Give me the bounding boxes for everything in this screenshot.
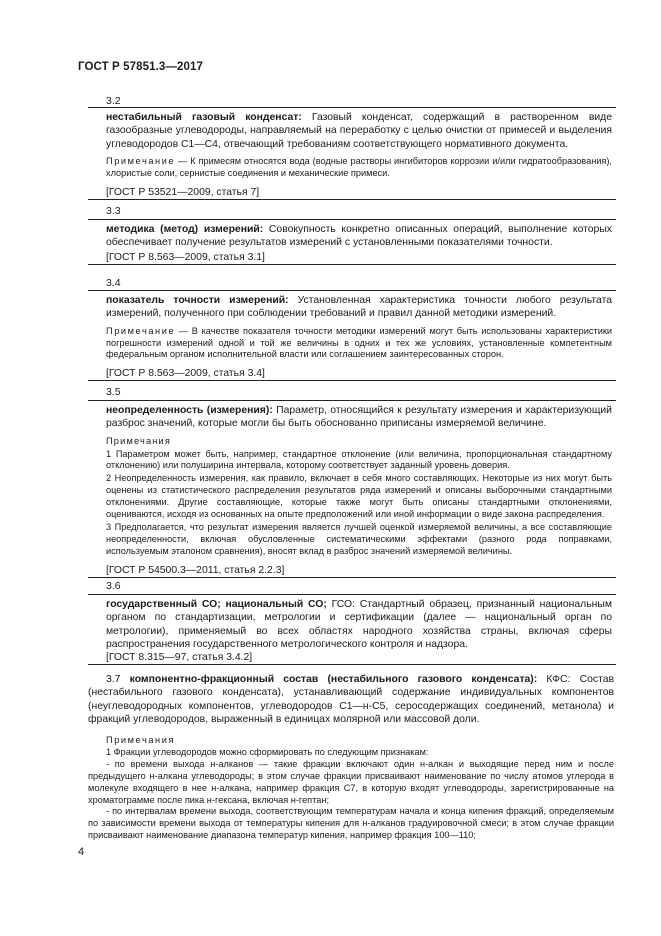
note-label: Примечание [106,155,176,166]
term-name: методика (метод) измерений: [106,224,264,235]
notes-title: Примечания [106,735,176,745]
term-reference: [ГОСТ Р 53521—2009, статья 7] [106,186,260,198]
term-text: ГСО: Стандартный образец, признанный национальным органом по стандартизации, метрологии и сертификации (далее — национальный орган по метрологии), применяемый во всех областях народного хозяйства страны, включая сферы распространения государственного метрологического контроля и надзора. [106,599,612,650]
term-reference: [ГОСТ 8.315—97, статья 3.4.2] [106,652,253,664]
document-header: ГОСТ Р 57851.3—2017 [78,61,203,73]
note-item-2: 2 Неопределенность измерения, как правило, включает в себя много составляющих. Некоторые из них могут быть оценены из статистического распределения результатов ряда измерений и описаны выборочными стандартными отклонениями. Другие составляющие, которые также могут быть описаны стандартными отклонениями, оцениваются, исходя из основанных на опыте предположений или иной информации о виде закона распределения. [106,473,612,520]
term-box-3-5 [88,400,616,578]
term-definition [106,598,612,651]
term-reference: [ГОСТ Р 8.563—2009, статья 3.4] [106,368,265,380]
term-box-3-6 [88,594,616,665]
term-name: нестабильный газовый конденсат: [106,112,302,123]
term-name: неопределенность (измерения): [106,405,273,416]
term-number-3-3: 3.3 [106,205,121,217]
term-number: 3.7 [106,674,121,685]
term-note [106,326,612,362]
note-label: Примечание [106,325,176,336]
term-3-7 [88,673,614,726]
term-name: государственный СО; национальный СО; [106,599,327,610]
note-text: — К примесям относятся вода (водные растворы ингибиторов коррозии и/или гидратообразования), хлористые соли, сернистые соединения и механические примеси. [106,155,612,178]
term-text: КФС: Состав (нестабильного газового конденсата), устанавливающий содержание индивидуальных компонентов (неуглеводородных компонентов, углеводородов С1—н-С5, серосодержащих соединений, метанола) и фракций углеводородов, выраженный в единицах молярной или массовой доли. [88,674,615,725]
term-definition [88,673,614,726]
term-name: компонентно-фракционный состав (нестабильного газового конденсата): [129,674,538,685]
term-text: Параметр, относящийся к результату измерения и характеризующий разброс значений, которые могли бы быть обоснованно приписаны измеряемой величине. [106,405,612,430]
term-reference: [ГОСТ Р 8.563—2009, статья 3.1] [106,251,265,263]
term-definition [106,294,612,321]
term-note [106,156,612,180]
term-box-3-3 [88,219,616,265]
term-number-3-2: 3.2 [106,95,121,107]
note-text: — В качестве показателя точности методики измерений могут быть использованы характеристики погрешности измерений одной и той же величины в одних и тех же условиях, установленные компетентным федеральным органом исполнительной власти или соглашением заинтересованных сторон. [106,325,612,360]
term-reference: [ГОСТ Р 54500.3—2011, статья 2.2.3] [106,564,285,576]
page-number: 4 [78,846,85,858]
term-number-3-6: 3.6 [106,580,121,592]
notes-title: Примечания [106,435,172,446]
term-text: Установленная характеристика точности любого результата измерений, полученного при соблюдении требований и правил данной методики измерений. [106,295,613,320]
term-name: показатель точности измерений: [106,295,289,306]
note-bullet-1: - по времени выхода н-алканов — такие фракции включают один н-алкан и выходящие перед ним и после предыдущего н-алкана углеводороды; в этом случае фракции присваивают наименование по числу атомов углерода в молекуле входящего в нее н-алкана, например фракция С7, в которую входят углеводороды, зарегистрированные на хроматограмме после пика н-гексана, включая н-гептан; [88,758,614,805]
term-definition [106,223,612,250]
term-definition [106,111,612,151]
term-3-7-notes [88,735,614,842]
note-item-3: 3 Предполагается, что результат измерения является лучшей оценкой измеряемой величины, а все составляющие неопределенности, включая обусловленные систематическими эффектами (разного рода поправками, используемым эталоном сравнения), вносят вклад в разброс значений измеряемой величины. [106,521,612,556]
note-item-1: 1 Фракции углеводородов можно сформировать по следующим признакам: [106,746,429,757]
term-box-3-2 [88,107,616,200]
term-definition [106,404,612,431]
term-text: Совокупность конкретно описанных операций, выполнение которых обеспечивает получение результатов измерений с установленными показателями точности. [106,224,612,249]
term-number-3-4: 3.4 [106,277,121,289]
term-number-3-5: 3.5 [106,386,121,398]
term-box-3-4 [88,290,616,381]
term-text: Газовый конденсат, содержащий в растворенном виде газообразные углеводороды, направляемый на переработку с целью очистки от примесей и выделения углеводородов С1—С4, отвечающий требованиям соответствующего нормативного документа. [106,112,613,150]
note-bullet-2: - по интервалам времени выхода, соответствующим температурам начала и конца кипения фракций, определяемым по зависимости времени выхода от температуры кипения для н-алканов градуировочной смеси; в этом случае фракции присваивают наименование диапазона температур кипения, например фракция 100—110; [88,806,614,841]
note-item-1: 1 Параметром может быть, например, стандартное отклонение (или величина, пропорциональная стандартному отклонению) или полуширина интервала, которому соответствует заданный уровень доверия. [106,448,612,471]
